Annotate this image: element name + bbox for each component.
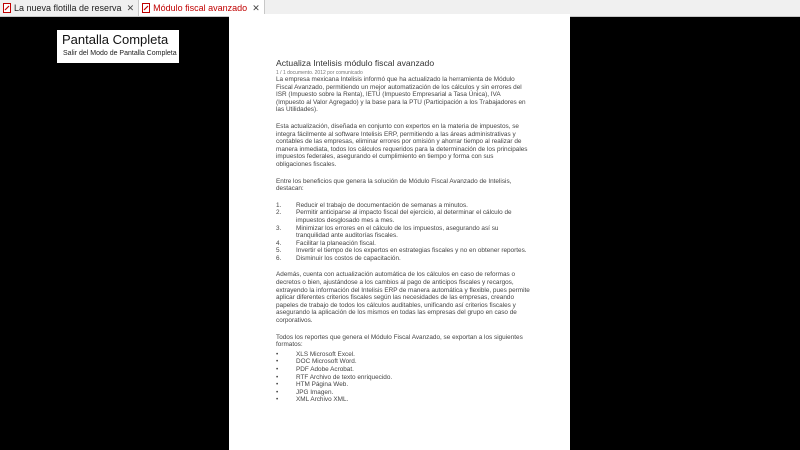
bullet-icon: •: [276, 381, 279, 389]
list-item: 6. Disminuir los costos de capacitación.: [276, 254, 401, 262]
close-icon[interactable]: ✕: [126, 2, 135, 13]
paragraph-features: Además, cuenta con actualización automática de los cálculos en caso de reformas o decretos o bien, ajustándose a los cambios al pago de anticipos fiscales y recargos, extrayendo la información del Intelisis ERP de manera automática y flexible, pues permite aplicar diferentes criterios fiscales según las necesidades de las empresas, creando papeles de trabajo de todos los cálculos auditables, unificando así criterios fiscales y asegurando la aplicación de los mismos en todas las empresas del grupo en caso de corporativos.: [276, 271, 530, 325]
paragraph-benefits-intro: Entre los beneficios que genera la solución de Módulo Fiscal Avanzado de Intelisis, destacan:: [276, 177, 512, 193]
list-item: • RTF Archivo de texto enriquecido.: [276, 373, 393, 381]
tab-label: La nueva flotilla de reserva: [14, 3, 122, 13]
paragraph-formats-intro: Todos los reportes que genera el Módulo Fiscal Avanzado, se exportan a los siguientes formatos:: [276, 333, 523, 349]
list-item: 2. Permitir anticiparse al impacto fiscal del ejercicio, al determinar el cálculo de impuestos desglosado mes a mes.: [276, 209, 512, 224]
list-item: 1. Reducir el trabajo de documentación de semanas a minutos.: [276, 201, 468, 209]
bullet-icon: •: [276, 358, 279, 366]
document-title: Actualiza Intelisis módulo fiscal avanzado: [276, 58, 435, 68]
list-item: 4. Facilitar la planeación fiscal.: [276, 239, 376, 247]
close-icon[interactable]: ✕: [252, 2, 260, 13]
bullet-icon: •: [276, 396, 279, 404]
paragraph-update: Esta actualización, diseñada en conjunto con expertos en la materia de impuestos, se integra fácilmente al software Intelisis ERP, permitiendo a las áreas administrativas y contables de las empresas, eliminar errores por omisión y ahorrar tiempo al realizar de manera inmediata, todos los cálculos requeridos para la determinación de los principales impuestos federales, asegurando el cumplimiento en tiempo y forma con sus obligaciones fiscales.: [276, 122, 528, 168]
formats-list: [276, 351, 530, 404]
bullet-icon: •: [276, 388, 279, 396]
bullet-icon: •: [276, 373, 279, 381]
list-item: • PDF Adobe Acrobat.: [276, 366, 354, 373]
tab-la-nueva-flotilla[interactable]: [0, 0, 139, 16]
document-byline: 1 / 1 documento. 2012 por comunicado: [276, 70, 363, 76]
list-item: • XML Archivo XML.: [276, 396, 349, 404]
fullscreen-title: Pantalla Completa: [62, 32, 169, 47]
pdf-icon: [142, 3, 150, 13]
list-item: • XLS Microsoft Excel.: [276, 350, 355, 358]
fullscreen-panel: [57, 30, 179, 63]
pdf-icon: [3, 3, 11, 13]
list-item: • HTM Página Web.: [276, 381, 349, 389]
benefits-list: [276, 202, 530, 263]
list-item: • JPG Imagen.: [276, 388, 334, 396]
document-content: [276, 58, 530, 413]
exit-fullscreen-button[interactable]: Salir del Modo de Pantalla Completa: [63, 50, 177, 57]
paragraph-intro: La empresa mexicana Intelisis informó que ha actualizado la herramienta de Módulo Fiscal Avanzado, permitiendo un mejor automatización de los cálculos y sin errores del ISR (Impuesto sobre la Renta), IETU (Impuesto Empresarial a Tasa Única), IVA (Impuesto al Valor Agregado) y la base para la PTU (Participación a los Trabajadores en las Utilidades).: [276, 76, 526, 114]
bullet-icon: •: [276, 366, 279, 373]
list-item: 3. Minimizar los errores en el cálculo de los impuestos, asegurando así su tranquilidad ante auditorías fiscales.: [276, 224, 499, 240]
list-item: • DOC Microsoft Word.: [276, 358, 357, 366]
document-page[interactable]: [229, 14, 570, 450]
tab-label: Módulo fiscal avanzado: [153, 3, 248, 13]
list-item: 5. Invertir el tiempo de los expertos en estrategias fiscales y no en obtener reportes.: [276, 247, 527, 255]
bullet-icon: •: [276, 350, 279, 358]
